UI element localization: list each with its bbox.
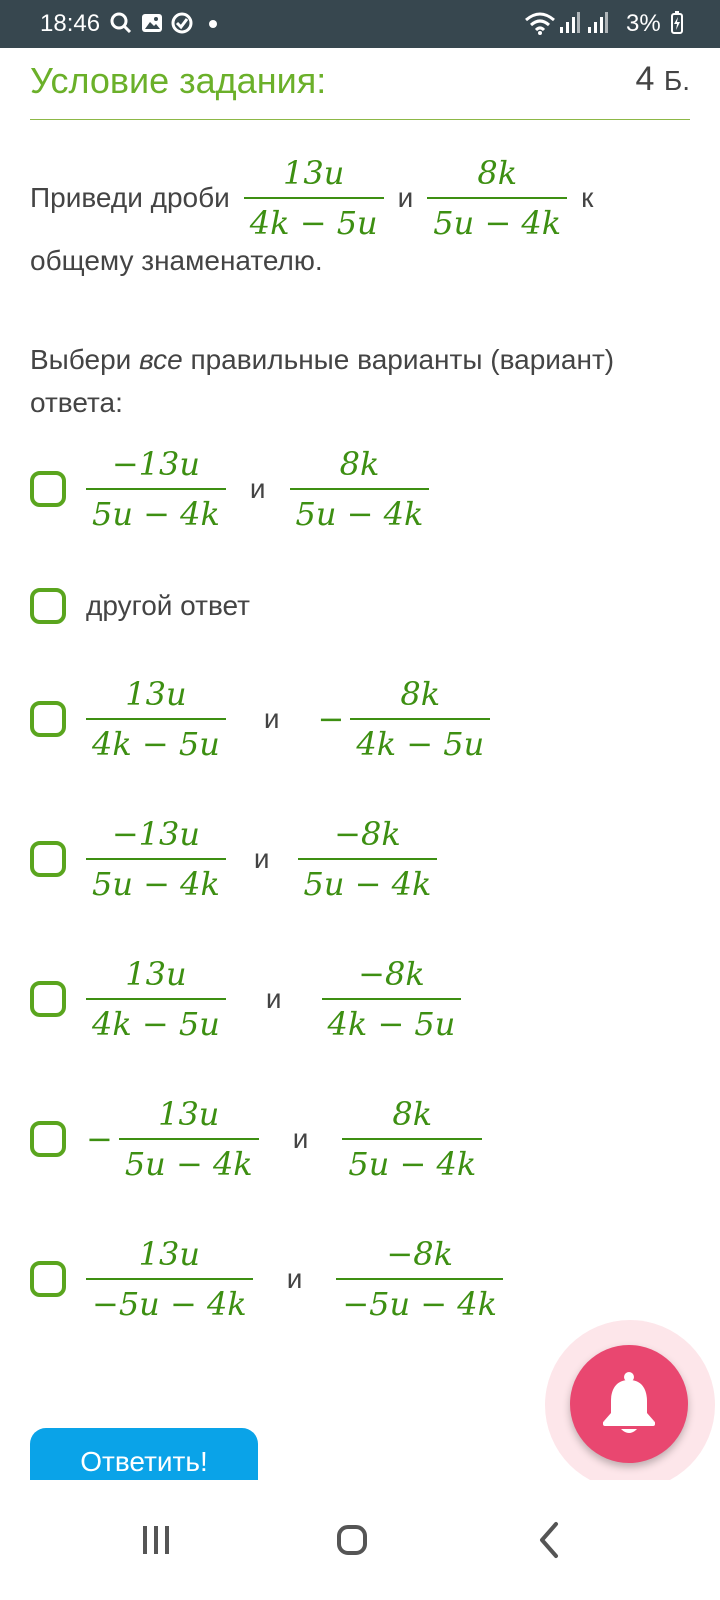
submit-button[interactable]: Ответить!: [30, 1428, 258, 1484]
option-fraction-right: [336, 1235, 503, 1323]
option-fraction-right: [298, 815, 438, 903]
image-icon: [141, 11, 163, 35]
battery-percent: 3%: [626, 10, 661, 37]
fraction-numerator: 8k: [477, 154, 518, 192]
fraction-denominator: 4k − 5u: [86, 718, 226, 760]
option-connector: и: [253, 843, 270, 874]
fraction-denominator: 5u − 4k: [342, 1138, 482, 1180]
notification-button[interactable]: [570, 1345, 688, 1463]
checkbox[interactable]: [30, 1121, 66, 1157]
bell-icon: [599, 1371, 659, 1435]
search-icon: [110, 11, 132, 35]
task-prefix: Приведи дроби: [30, 182, 230, 214]
checkbox[interactable]: [30, 1261, 66, 1297]
fraction-denominator: 5u − 4k: [427, 197, 567, 239]
answer-option-2[interactable]: [30, 588, 250, 624]
fraction-numerator: 8k: [392, 1095, 433, 1133]
fraction-denominator: 5u − 4k: [119, 1138, 259, 1180]
back-icon[interactable]: [520, 1510, 580, 1570]
option-connector: и: [292, 1123, 309, 1154]
status-bar: [0, 0, 720, 48]
task-statement: [30, 148, 690, 278]
fraction-denominator: 4k − 5u: [350, 718, 490, 760]
instruction-after: правильные варианты (вариант) ответа:: [30, 344, 615, 419]
fraction-denominator: 5u − 4k: [290, 488, 430, 530]
system-nav-bar: [0, 1480, 720, 1600]
option-fraction-left: [86, 445, 226, 533]
task-fraction-1: [244, 154, 384, 242]
fraction-numerator: −8k: [358, 955, 425, 993]
fraction-numerator: 13u: [158, 1095, 220, 1133]
answer-option-4[interactable]: [30, 815, 437, 903]
option-fraction-right: [290, 445, 430, 533]
fraction-denominator: −5u − 4k: [86, 1278, 253, 1320]
task-fraction-2: [427, 154, 567, 242]
instruction-before: Выбери: [30, 344, 140, 375]
option-fraction-left: [86, 955, 226, 1043]
option-fraction-left: [119, 1095, 259, 1183]
fraction-numerator: 8k: [400, 675, 441, 713]
option-fraction-left: [86, 815, 226, 903]
fraction-numerator: 13u: [125, 675, 187, 713]
status-time: 18:46: [40, 10, 101, 37]
option-fraction-right: [342, 1095, 482, 1183]
instruction-text: [30, 338, 670, 425]
answer-option-1[interactable]: [30, 445, 429, 533]
task-connector: и: [397, 182, 414, 214]
signal-icon: [586, 11, 608, 35]
fraction-denominator: 4k − 5u: [244, 197, 384, 239]
fraction-denominator: 5u − 4k: [86, 858, 226, 900]
option-fraction-right: [322, 955, 462, 1043]
home-icon[interactable]: [322, 1510, 382, 1570]
option-connector: и: [249, 473, 266, 504]
fraction-numerator: 13u: [125, 955, 187, 993]
score-unit: Б.: [663, 65, 690, 96]
minus-sign: −: [317, 700, 345, 738]
option-connector: и: [263, 703, 280, 734]
option-text: другой ответ: [86, 590, 250, 621]
option-connector: и: [286, 1263, 303, 1294]
score-points: [635, 60, 690, 99]
fraction-denominator: 4k − 5u: [322, 998, 462, 1040]
option-fraction-left: [86, 1235, 253, 1323]
minus-sign: −: [86, 1120, 113, 1158]
fraction-denominator: −5u − 4k: [336, 1278, 503, 1320]
answer-option-5[interactable]: [30, 955, 461, 1043]
fraction-denominator: 4k − 5u: [86, 998, 226, 1040]
fraction-numerator: 13u: [138, 1235, 200, 1273]
fraction-numerator: −8k: [334, 815, 401, 853]
fraction-numerator: 8k: [339, 445, 380, 483]
fraction-denominator: 5u − 4k: [298, 858, 438, 900]
fraction-numerator: −13u: [111, 815, 200, 853]
checkbox[interactable]: [30, 588, 66, 624]
answer-option-7[interactable]: [30, 1235, 503, 1323]
task-page: [30, 48, 690, 1323]
fraction-numerator: −8k: [386, 1235, 453, 1273]
answer-option-3[interactable]: [30, 675, 490, 763]
score-value: 4: [635, 60, 655, 98]
checkbox[interactable]: [30, 701, 66, 737]
signal-icon: [558, 11, 580, 35]
dot-icon: [207, 11, 219, 35]
checkbox[interactable]: [30, 981, 66, 1017]
option-fraction-left: [86, 675, 226, 763]
check-circle-icon: [170, 11, 194, 35]
option-fraction-right: [350, 675, 490, 763]
instruction-emphasis: все: [139, 344, 183, 375]
fraction-numerator: −13u: [111, 445, 200, 483]
fraction-numerator: 13u: [283, 154, 345, 192]
checkbox[interactable]: [30, 471, 66, 507]
recent-apps-icon[interactable]: [126, 1510, 186, 1570]
checkbox[interactable]: [30, 841, 66, 877]
wifi-icon: [524, 11, 556, 35]
page-title: Условие задания:: [30, 60, 327, 101]
task-header: [30, 48, 690, 120]
option-connector: и: [265, 983, 282, 1014]
fraction-denominator: 5u − 4k: [86, 488, 226, 530]
battery-charging-icon: [670, 11, 684, 35]
task-line-2: общему знаменателю.: [30, 245, 323, 276]
answer-option-6[interactable]: [30, 1095, 482, 1183]
task-suffix: к: [581, 182, 594, 214]
